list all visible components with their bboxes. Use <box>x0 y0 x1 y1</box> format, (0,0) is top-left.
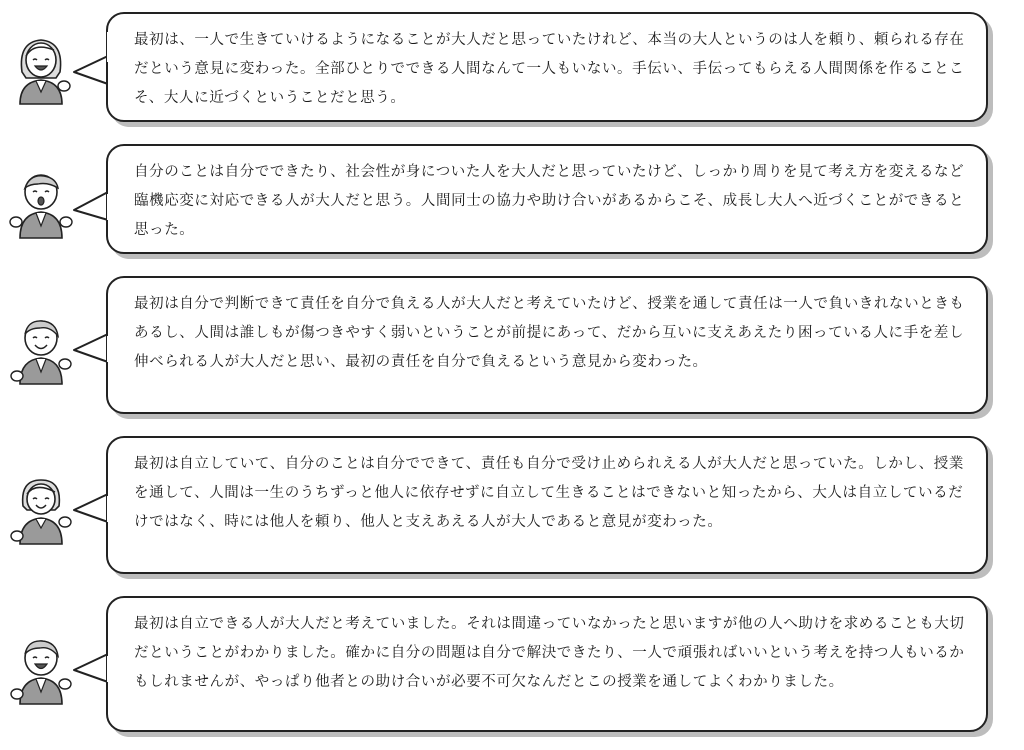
speech-bubble <box>106 276 988 414</box>
boy-surprised-icon <box>8 168 74 240</box>
comment-text: 最初は自立できる人が大人だと考えていました。それは間違っていなかったと思いますが他の人へ助けを求めることも大切だということがわかりました。確かに自分の問題は自分で解決できたり、一人で頑張ればいいという考えを持つ人もいるかもしれませんが、やっぱり他者との助け合いが必要不可欠なんだとこの授業を通してよくわかりました。 <box>134 616 965 690</box>
boy-smiling-icon <box>8 314 74 386</box>
tail-joint <box>107 194 113 220</box>
speech-bubble <box>106 12 988 122</box>
comment-row <box>0 596 1024 732</box>
comment-text: 最初は、一人で生きていけるようになることが大人だと思っていたけれど、本当の大人というのは人を頼り、頼られる存在だという意見に変わった。全部ひとりでできる人間なんて一人もいない。手伝い、手伝ってもらえる人間関係を作ることこそ、大人に近づくということだと思う。 <box>134 32 965 106</box>
boy-happy-icon <box>8 634 74 706</box>
comment-row <box>0 436 1024 574</box>
speech-bubble <box>106 144 988 254</box>
comment-text: 自分のことは自分でできたり、社会性が身についた人を大人だと思っていたけど、しっかり周りを見て考え方を変えるなど臨機応変に対応できる人が大人だと思う。人間同士の協力や助け合いがあるからこそ、成長し大人へ近づくことができると思った。 <box>134 164 965 238</box>
comment-text: 最初は自分で判断できて責任を自分で負える人が大人だと考えていたけど、授業を通して責任は一人で負いきれないときもあるし、人間は誰しもが傷つきやすく弱いということが前提にあって、だから互いに支えあえたり困っている人に手を差し伸べられる人が大人だと思い、最初の責任を自分で負えるという意見から変わった。 <box>134 296 965 370</box>
tail-joint <box>107 32 113 62</box>
speech-bubble <box>106 436 988 574</box>
comment-text: 最初は自立していて、自分のことは自分でできて、責任も自分で受け止められえる人が大人だと思っていた。しかし、授業を通して、人間は一生のうちずっと他人に依存せずに自立して生きることはできないと知ったから、大人は自立しているだけではなく、時には他人を頼り、他人と支えあえる人が大人であると意見が変わった。 <box>134 456 964 530</box>
speech-bubble <box>106 596 988 732</box>
comment-row <box>0 276 1024 414</box>
comment-row <box>0 144 1024 254</box>
tail-joint <box>107 656 113 682</box>
girl-bob-hair-icon <box>8 474 74 546</box>
comment-row <box>0 12 1024 122</box>
girl-long-hair-icon <box>8 34 74 106</box>
tail-joint <box>107 336 113 362</box>
tail-joint <box>107 496 113 522</box>
